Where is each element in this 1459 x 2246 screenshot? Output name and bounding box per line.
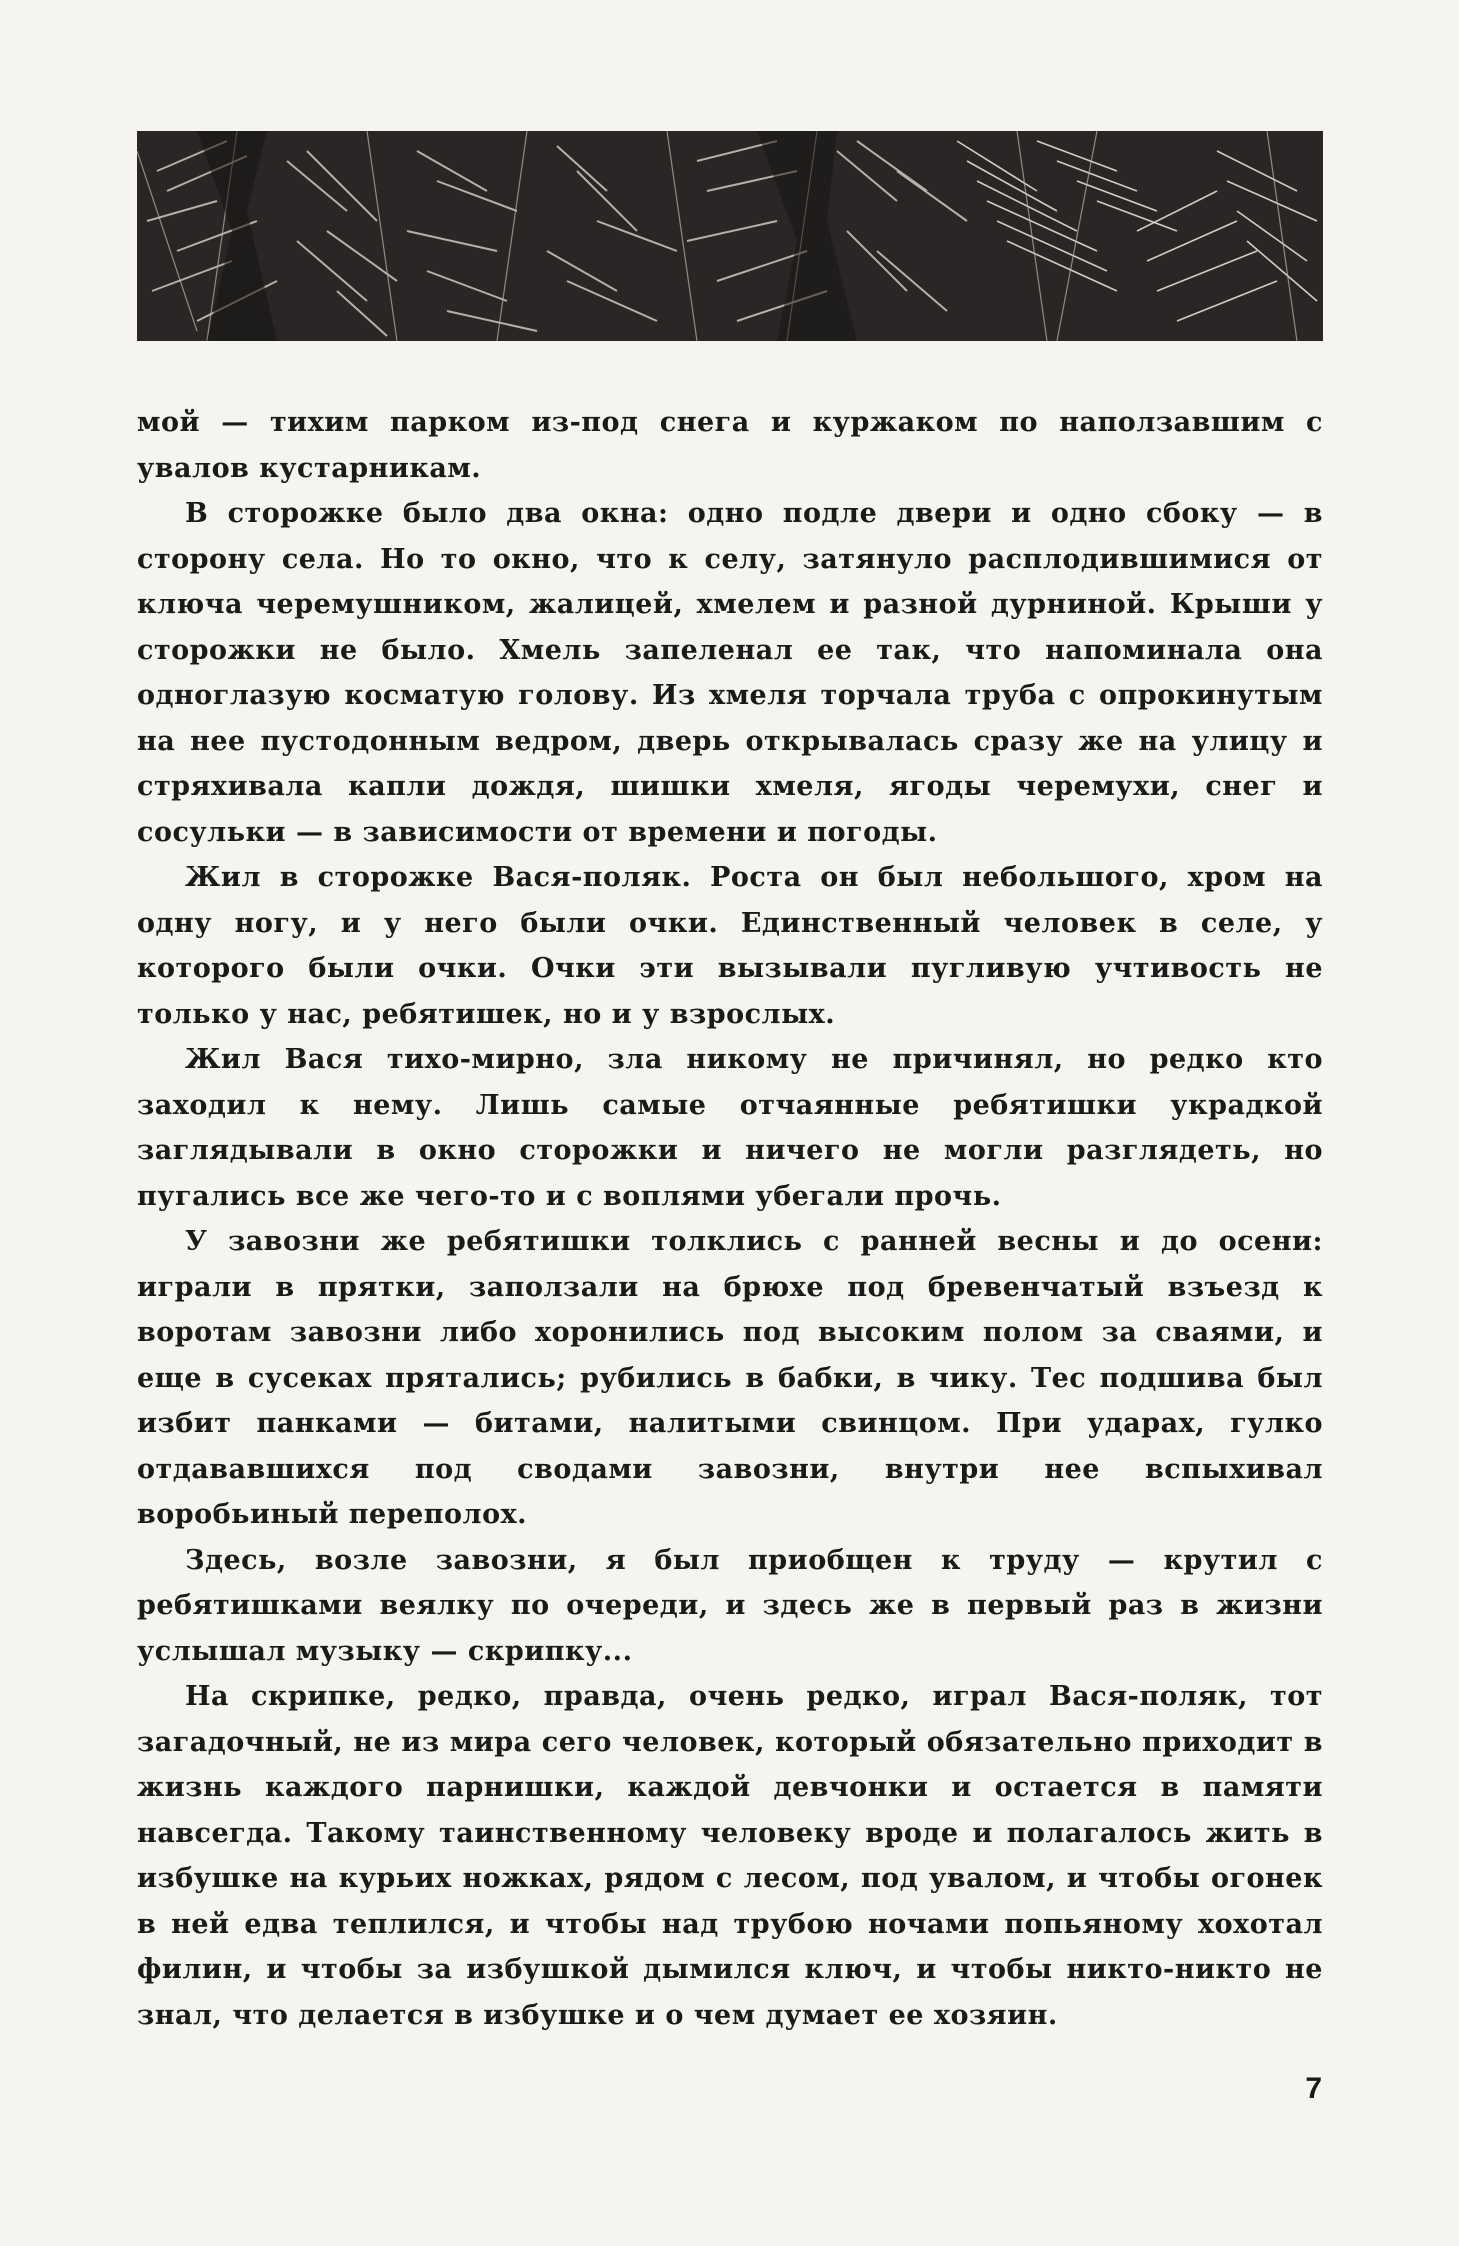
paragraph: Жил в сторожке Вася-поляк. Роста он был небольшого, хром на одну ногу, и у него были очки. Единственный человек в селе, у которого были очки. Очки эти вызывали пугливую учтивость не только у нас, ребятишек, но и у взрослых. <box>137 862 1323 1030</box>
paragraph: Здесь, возле завозни, я был приобщен к труду — крутил с ребятишками веялку по очереди, и здесь же в первый раз в жизни услышал музыку — скрипку... <box>137 1544 1323 1667</box>
page-number: 7 <box>1305 2072 1322 2105</box>
paragraph: На скрипке, редко, правда, очень редко, играл Вася-поляк, тот загадочный, не из мира сего человек, который обязательно приходит в жизнь каждого парнишки, каждой девчонки и остается в памяти навсегда. Такому таинственному человеку вроде и полагалось жить в избушке на курьих ножках, рядом с лесом, под увалом, и чтобы огонек в ней едва теплился, и чтобы над трубою ночами попьяному хохотал филин, и чтобы за избушкой дымился ключ, и чтобы никто-никто не знал, что делается в избушке и о чем думает ее хозяин. <box>137 1681 1323 2031</box>
woodcut-forest-illustration-icon <box>137 131 1323 341</box>
body-text <box>137 400 1323 2038</box>
paragraph: В сторожке было два окна: одно подле двери и одно сбоку — в сторону села. Но то окно, что к селу, затянуло расплодившимися от ключа черемушником, жалицей, хмелем и разной дурниной. Крыши у сторожки не было. Хмель запеленал ее так, что напоминала она одноглазую косматую голову. Из хмеля торчала труба с опрокинутым на нее пустодонным ведром, дверь открывалась сразу же на улицу и стряхивала капли дождя, шишки хмеля, ягоды черемухи, снег и сосульки — в зависимости от времени и погоды. <box>137 498 1323 848</box>
paragraph: У завозни же ребятишки толклись с ранней весны и до осени: играли в прятки, заползали на брюхе под бревенчатый взъезд к воротам завозни либо хоронились под высоким полом за сваями, и еще в сусеках прятались; рубились в бабки, в чику. Тес подшива был избит панками — битами, налитыми свинцом. При ударах, гулко отдававшихся под сводами завозни, внутри нее вспыхивал воробьиный переполох. <box>137 1226 1323 1530</box>
paragraph: Жил Вася тихо-мирно, зла никому не причинял, но редко кто заходил к нему. Лишь самые отчаянные ребятишки украдкой заглядывали в окно сторожки и ничего не могли разглядеть, но пугались все же чего-то и с воплями убегали прочь. <box>137 1044 1323 1212</box>
paragraph: мой — тихим парком из-под снега и куржаком по наползавшим с увалов кустарникам. <box>137 407 1323 484</box>
